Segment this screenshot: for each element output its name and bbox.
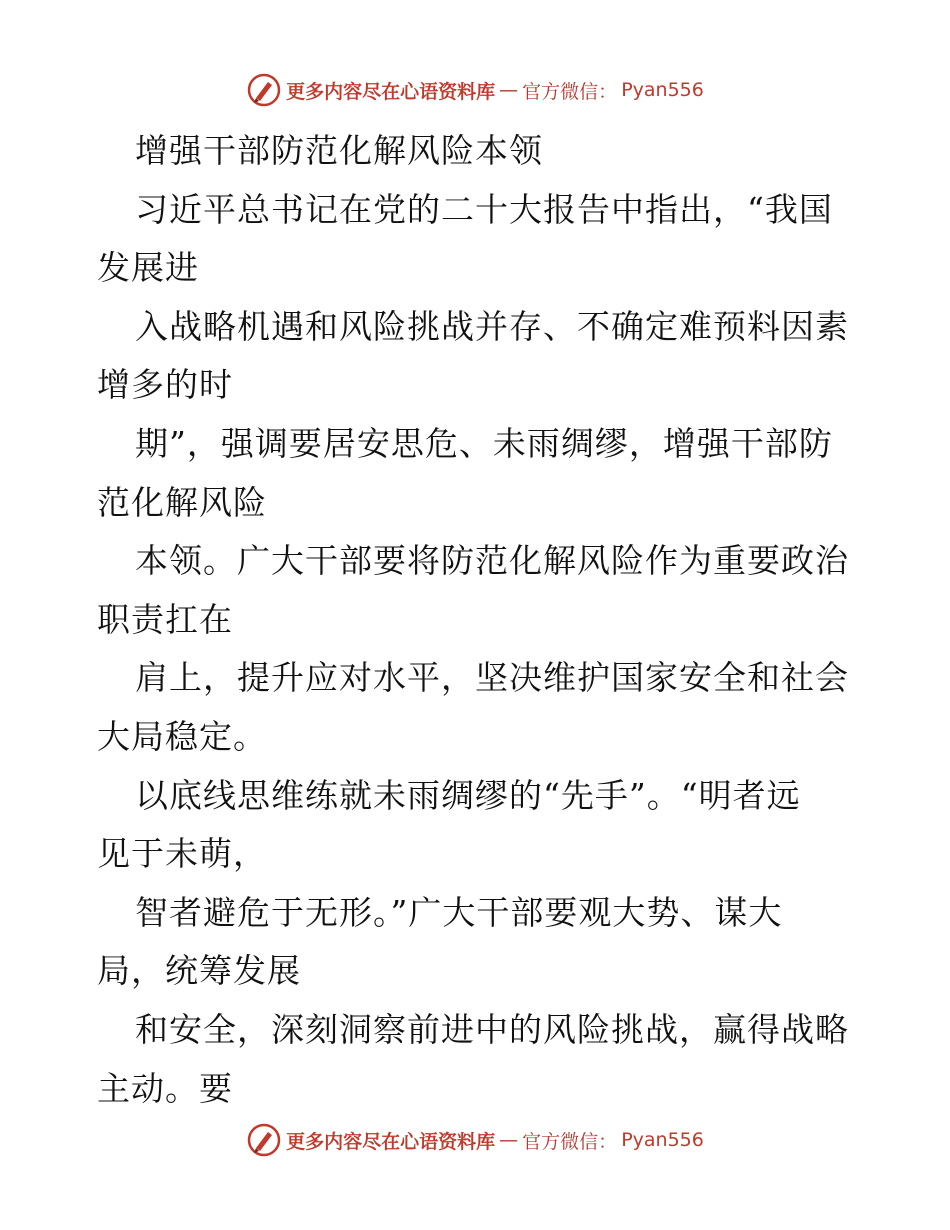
pen-logo-icon [246,1122,282,1158]
doc-line: 增多的时 [97,365,233,405]
header-watermark [0,70,950,110]
doc-line: 入战略机遇和风险挑战并存、不确定难预料因素 [135,306,849,346]
watermark-main-text: 更多内容尽在心语资料库 [286,1130,496,1153]
doc-line: 本领。广大干部要将防范化解风险作为重要政治 [135,541,849,581]
footer-watermark [0,1120,950,1160]
doc-line: 局，统筹发展 [97,951,301,991]
document-body [97,122,857,1118]
doc-line: 发展进 [97,248,199,288]
watermark-sub-text: 官方微信： [522,1130,618,1153]
doc-line: 和安全，深刻洞察前进中的风险挑战，赢得战略 [135,1009,849,1049]
doc-line: 大局稳定。 [97,716,267,756]
doc-line: 智者避危于无形。”广大干部要观大势、谋大 [135,892,783,932]
doc-line: 主动。要 [97,1068,233,1108]
doc-line: 以底线思维练就未雨绸缪的“先手”。“明者远 [135,775,801,815]
watermark-separator: — [499,79,519,101]
watermark-separator: — [499,1129,519,1151]
watermark-main-text: 更多内容尽在心语资料库 [286,80,496,103]
doc-line: 职责扛在 [97,599,233,639]
watermark-wechat-id: Pyan556 [621,79,704,101]
watermark-sub-text: 官方微信： [522,80,618,103]
doc-line: 范化解风险 [97,482,267,522]
doc-line: 肩上，提升应对水平，坚决维护国家安全和社会 [135,658,849,698]
watermark-wechat-id: Pyan556 [621,1129,704,1151]
doc-line: 习近平总书记在党的二十大报告中指出，“我国 [135,189,833,229]
doc-line: 见于未萌， [97,834,267,874]
pen-logo-icon [246,72,282,108]
doc-line: 期”，强调要居安思危、未雨绸缪，增强干部防 [135,423,833,463]
doc-title: 增强干部防范化解风险本领 [135,131,543,170]
